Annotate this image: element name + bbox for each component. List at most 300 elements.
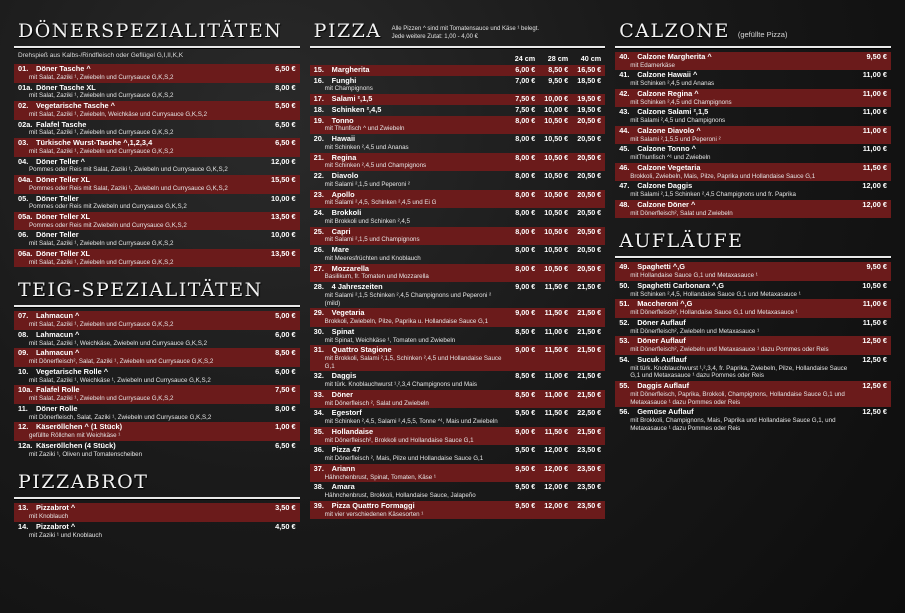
menu-item-name: 25. Capri <box>313 227 351 236</box>
menu-item-number: 01. <box>18 65 29 74</box>
menu-item-price: 7,50 € <box>515 104 536 114</box>
menu-item-price-group <box>502 502 601 510</box>
menu-item-price: 12,00 € <box>862 199 887 209</box>
menu-item-name: 03. Türkische Wurst-Tasche ^,1,2,3,4 <box>18 139 153 148</box>
menu-item-price: 8,00 € <box>275 82 296 92</box>
menu-item-price: 10,00 € <box>271 193 296 203</box>
menu-item-description: mit Salat, Zaziki ¹, Zwiebeln, Weichkäse und Currysauce G,K,S,2 <box>29 110 208 118</box>
menu-item <box>310 408 606 426</box>
menu-item-price: 21,50 € <box>577 426 602 436</box>
menu-item-description: mit Spinat, Weichkäse ¹, Tomaten und Zwiebeln <box>324 336 456 344</box>
menu-item-number: 14. <box>18 522 29 531</box>
divider <box>14 46 300 48</box>
menu-item-number: 03. <box>18 139 29 148</box>
menu-item-number: 02a. <box>18 120 33 129</box>
menu-item-name: 09. Lahmacun ^ <box>18 349 80 358</box>
menu-item-number: 49. <box>619 263 630 272</box>
menu-item-number: 41. <box>619 71 630 80</box>
menu-item-number: 27. <box>313 264 324 273</box>
menu-item-price: 11,00 € <box>862 144 887 154</box>
menu-item-price: 12,00 € <box>271 156 296 166</box>
menu-item-price: 10,00 € <box>544 104 569 114</box>
menu-item <box>14 249 300 267</box>
menu-item-price: 9,50 € <box>515 500 536 510</box>
menu-item-name: 01. Döner Tasche ^ <box>18 65 91 74</box>
menu-item <box>14 212 300 230</box>
menu-item-number: 05a. <box>18 213 33 221</box>
menu-item-number: 45. <box>619 145 630 154</box>
menu-item-price: 10,50 € <box>544 134 569 144</box>
menu-item-name: 19. Tonno <box>313 116 354 125</box>
menu-item-name: 04. Döner Teller ^ <box>18 157 85 166</box>
menu-item-name: 12a. Käseröllchen (4 Stück) <box>18 441 116 450</box>
menu-item-name: 06. Döner Teller <box>18 231 79 240</box>
menu-item-price: 8,00 € <box>515 171 536 181</box>
menu-item-number: 02. <box>18 102 29 111</box>
menu-item-name: 40. Calzone Margherita ^ <box>619 53 712 61</box>
menu-item-price: 13,50 € <box>271 212 296 221</box>
menu-item <box>615 336 891 354</box>
pizza-note-2: Jede weitere Zutat: 1,00 - 4,00 € <box>391 33 478 40</box>
menu-item-name: 41. Calzone Hawaii ^ <box>619 71 698 80</box>
menu-item-description: mit vier verschiedenen Käsesorten ¹ <box>324 510 424 518</box>
menu-item <box>14 138 300 156</box>
menu-item-price-group <box>502 391 601 399</box>
menu-item-name: 10a. Falafel Rolle <box>18 386 80 395</box>
menu-item <box>615 262 891 280</box>
menu-item-price-group <box>502 465 601 473</box>
menu-item-price: 9,50 € <box>866 52 887 61</box>
menu-item-name: 15. Margherita <box>313 66 370 74</box>
menu-item <box>615 355 891 381</box>
menu-item-description: mit Salami ²,4,5 und Champignons <box>630 117 726 125</box>
menu-item-price: 12,00 € <box>544 482 569 492</box>
menu-item-price: 10,50 € <box>544 263 569 273</box>
menu-item-price: 6,50 € <box>275 138 296 148</box>
menu-item-price: 8,50 € <box>515 326 536 336</box>
menu-item-price: 13,50 € <box>271 248 296 258</box>
menu-item <box>310 445 606 463</box>
menu-item-price: 4,50 € <box>275 521 296 531</box>
list-pizzabrot <box>14 503 300 540</box>
menu-item-name: 01a. Döner Tasche XL <box>18 83 96 92</box>
menu-item-price: 12,00 € <box>544 445 569 455</box>
menu-item <box>310 227 606 245</box>
menu-item-number: 04a. <box>18 176 33 185</box>
menu-item-price: 6,50 € <box>275 64 296 74</box>
menu-item-price: 20,50 € <box>577 226 602 236</box>
menu-item-price: 23,50 € <box>577 463 602 473</box>
menu-item-number: 26. <box>313 246 324 255</box>
menu-item-price: 21,50 € <box>577 282 602 292</box>
menu-item <box>14 120 300 138</box>
menu-item-number: 33. <box>313 390 324 399</box>
menu-item-name: 28. 4 Jahreszeiten <box>313 283 383 292</box>
menu-item-price: 12,00 € <box>862 181 887 191</box>
menu-item-number: 10a. <box>18 386 33 395</box>
menu-item-price: 8,50 € <box>515 371 536 381</box>
menu-item-price-group <box>502 154 601 162</box>
menu-item-price: 18,50 € <box>577 75 602 85</box>
menu-item-price: 11,50 € <box>544 308 569 318</box>
menu-item-number: 17. <box>313 95 324 104</box>
menu-item-number: 24. <box>313 209 324 218</box>
menu-item <box>310 134 606 152</box>
menu-item-description: mit Dönerfleisch², Salat, Zaziki ¹, Zwiebeln und Currysauce G,K,S,2 <box>29 358 214 366</box>
menu-item-number: 54. <box>619 355 630 364</box>
menu-item-description: mit Salami ²,1,5 Schinken ²,4,5 Champignons und fr. Paprika <box>630 191 796 199</box>
menu-item <box>615 126 891 144</box>
menu-item-description: mit Thunfisch ^ und Zwiebeln <box>324 125 405 133</box>
menu-item-number: 50. <box>619 281 630 290</box>
menu-item <box>615 52 891 70</box>
menu-item-price: 6,50 € <box>275 119 296 129</box>
menu-item <box>310 76 606 94</box>
divider <box>14 305 300 307</box>
menu-item-description: Basilikum, fr. Tomaten und Mozzarella <box>324 273 429 281</box>
doener-subnote: Drehspieß aus Kalbs-/Rindfleisch oder Geflügel G,I,II,K,K <box>18 52 184 59</box>
calzone-title-note: (gefüllte Pizza) <box>737 30 788 39</box>
menu-item-number: 39. <box>313 501 324 510</box>
menu-item-price: 9,00 € <box>515 345 536 355</box>
menu-item-price: 16,50 € <box>577 65 602 74</box>
menu-item-price: 10,00 € <box>544 94 569 104</box>
menu-item-price-group <box>502 483 601 491</box>
menu-item-description: mit Dönerfleisch², Hollandaise Sauce G,1 und Metaxasauce ¹ <box>630 309 798 317</box>
menu-item <box>310 482 606 500</box>
menu-item-name: 14. Pizzabrot ^ <box>18 522 76 531</box>
menu-item <box>14 385 300 403</box>
menu-item-name: 54. Sucuk Auflauf <box>619 355 687 364</box>
divider <box>14 497 300 499</box>
menu-item-name: 04a. Döner Teller XL <box>18 176 91 185</box>
menu-item-description: mit Dönerfleisch², Brokkoli und Hollandaise Sauce G,1 <box>324 436 474 444</box>
menu-item-description: mit Dönerfleisch ², Mais, Pilze und Hollandaise Sauce G,1 <box>324 455 484 463</box>
menu-item-price: 21,50 € <box>577 389 602 399</box>
menu-item-name: 21. Regina <box>313 153 357 162</box>
menu-item-description: mit Dönerfleisch², Salat und Zwiebeln <box>630 209 733 217</box>
menu-item <box>310 245 606 263</box>
menu-item-description: Brokkoli, Zwiebeln, Pilze, Paprika u. Hollandaise Sauce G,1 <box>324 318 489 326</box>
menu-item-number: 48. <box>619 200 630 209</box>
menu-item-description: mit Salami ²,4,5, Schinken ²,4,5 und Ei G <box>324 199 437 207</box>
menu-item-description: mit Hollandaise Sauce G,1 und Metaxasauce ¹ <box>630 272 758 280</box>
menu-item-description: mit Champignons <box>324 85 373 93</box>
menu-item <box>310 371 606 389</box>
menu-item-number: 52. <box>619 318 630 327</box>
menu-item-price: 9,50 € <box>515 408 536 418</box>
menu-item-price: 10,50 € <box>544 245 569 255</box>
divider <box>615 256 891 258</box>
menu-item-price: 6,00 € <box>515 65 536 74</box>
menu-item-name: 43. Calzone Salami ²,1,5 <box>619 108 709 117</box>
menu-item-number: 42. <box>619 89 630 98</box>
menu-item-number: 56. <box>619 408 630 417</box>
section-title-doener: DÖNERSPEZIALITÄTEN <box>18 20 283 42</box>
menu-item-description: mit Schinken ²,4,5, Salami ²,4,5,5, Tonne ^¹, Mais und Zwiebeln <box>324 418 498 426</box>
menu-item-number: 07. <box>18 312 29 321</box>
menu-item-number: 44. <box>619 126 630 135</box>
menu-item-price: 9,00 € <box>515 426 536 436</box>
menu-item-number: 06. <box>18 231 29 240</box>
menu-item-price: 12,50 € <box>862 381 887 391</box>
menu-item-description: mit Salat, Zaziki ¹, Zwiebeln und Currysauce G,K,S,2 <box>29 395 174 403</box>
menu-item <box>615 407 891 433</box>
menu-item-name: 06a. Döner Teller XL <box>18 249 91 258</box>
menu-item-description: mit Schinken ²,4,5 und Ananas <box>324 143 409 151</box>
menu-item-number: 29. <box>313 309 324 318</box>
menu-item <box>14 157 300 175</box>
menu-item-number: 35. <box>313 427 324 436</box>
menu-item <box>14 64 300 82</box>
pizza-size-label: 28 cm <box>547 54 569 63</box>
menu-item-price: 21,50 € <box>577 371 602 381</box>
menu-item-description: mit Dönerfleisch, Paprika, Brokkoli, Champignons, Hollandaise Sauce G,1 und Metaxasauce ¹ dazu Pommes oder Reis <box>630 390 845 406</box>
menu-item-name: 05a. Döner Teller XL <box>18 213 91 221</box>
section-title-pizza: PIZZA <box>313 20 382 42</box>
menu-item-description: mit Zaziki ¹, Oliven und Tomatenscheiben <box>29 450 143 458</box>
menu-item-description: mit türk. Knoblauchwurst ¹,²,3,4, fr. Paprika, Zwiebeln, Pilze, Hollandaise Sauce G,1 und Metaxasauce ¹ dazu Pommes oder Reis <box>630 364 848 380</box>
menu-item-description: mit türk. Knoblauchwurst ¹,²,3,4 Champignons und Mais <box>324 381 478 389</box>
menu-item-price: 8,50 € <box>275 348 296 358</box>
menu-item-number: 28. <box>313 283 324 292</box>
menu-item-price: 8,00 € <box>515 152 536 162</box>
menu-item-number: 36. <box>313 446 324 455</box>
menu-item-number: 13. <box>18 504 29 513</box>
menu-item-number: 16. <box>313 76 324 85</box>
menu-item-number: 23. <box>313 190 324 199</box>
menu-item-price: 20,50 € <box>577 263 602 273</box>
menu-item-price: 20,50 € <box>577 208 602 218</box>
menu-item-price: 12,00 € <box>544 500 569 510</box>
menu-item-price: 3,50 € <box>275 503 296 513</box>
menu-item-price: 11,00 € <box>544 389 569 399</box>
menu-item-price: 11,00 € <box>862 88 887 98</box>
menu-item-name: 02. Vegetarische Tasche ^ <box>18 102 115 111</box>
menu-item-price: 10,00 € <box>271 230 296 240</box>
menu-item-price-group <box>502 246 601 254</box>
menu-item-name: 10. Vegetarische Rolle ^ <box>18 367 109 376</box>
menu-item-price: 11,00 € <box>544 326 569 336</box>
menu-item-name: 31. Quattro Stagione <box>313 346 392 355</box>
menu-item <box>14 330 300 348</box>
menu-item-number: 08. <box>18 330 29 339</box>
menu-item-description: mit Salat, Zaziki ¹, Weichkäse, Zwiebeln und Currysauce G,K,S,2 <box>29 339 208 347</box>
menu-item-number: 25. <box>313 227 324 236</box>
menu-item-description: Pommes oder Reis mit Zwiebeln und Currysauce G,K,S,2 <box>29 221 187 229</box>
menu-item <box>615 181 891 199</box>
menu-item-name: 48. Calzone Döner ^ <box>619 200 696 209</box>
menu-item-description: Brokkoli, Zwiebeln, Mais, Pilze, Paprika und Hollandaise Sauce G,1 <box>630 172 816 180</box>
menu-item-number: 21. <box>313 153 324 162</box>
menu-item-number: 55. <box>619 382 630 391</box>
menu-item-description: mit Dönerfleisch, Salat, Zaziki ¹, Zwiebeln und Currysauce G,K,S,2 <box>29 413 212 421</box>
menu-item-number: 31. <box>313 346 324 355</box>
menu-item-number: 12. <box>18 423 29 432</box>
menu-item-description: mit Salami ²,1,5 und Champignons <box>324 236 420 244</box>
menu-item-description: Hähnchenbrust, Spinat, Tomaten, Käse ¹ <box>324 473 436 481</box>
menu-item-price: 23,50 € <box>577 482 602 492</box>
menu-item-price: 8,00 € <box>275 403 296 413</box>
menu-item-number: 32. <box>313 372 324 381</box>
menu-item-price: 11,50 € <box>862 317 887 327</box>
menu-item-number: 53. <box>619 337 630 346</box>
menu-item-price-group <box>502 309 601 317</box>
menu-item-price: 20,50 € <box>577 245 602 255</box>
menu-item-name: 47. Calzone Daggis <box>619 182 693 191</box>
menu-item-price: 10,50 € <box>862 280 887 290</box>
menu-item-price: 9,50 € <box>515 463 536 473</box>
menu-item-name: 46. Calzone Vegetaria <box>619 163 701 172</box>
menu-item-name: 29. Vegetaria <box>313 309 365 318</box>
menu-item-price: 9,50 € <box>548 75 569 85</box>
menu-item-name: 02a. Falafel Tasche <box>18 120 87 129</box>
menu-item-number: 18. <box>313 105 324 114</box>
menu-item-number: 38. <box>313 483 324 492</box>
menu-item-description: mit Salat, Zaziki ¹, Zwiebeln und Currysauce G,K,S,2 <box>29 240 174 248</box>
menu-item-price: 11,00 € <box>862 107 887 117</box>
menu-item-description: mit Salami ²,1,5 und Peperoni ² <box>324 180 410 188</box>
menu-item-price: 11,50 € <box>544 408 569 418</box>
menu-item <box>310 94 606 105</box>
menu-item-description: mit Schinken ²,4,5 und Champignons <box>630 98 732 106</box>
menu-item-description: mit Salat, Zaziki ¹, Zwiebeln und Currysauce G,K,S,2 <box>29 73 174 81</box>
menu-item-price: 10,50 € <box>544 208 569 218</box>
menu-item-price: 10,50 € <box>544 152 569 162</box>
menu-item <box>14 194 300 212</box>
menu-item <box>14 230 300 248</box>
menu-item-price: 7,50 € <box>515 94 536 104</box>
menu-item-name: 34. Egestorf <box>313 409 362 418</box>
menu-item-price: 9,00 € <box>515 308 536 318</box>
menu-item-price: 20,50 € <box>577 171 602 181</box>
menu-item-number: 20. <box>313 135 324 144</box>
menu-item-number: 04. <box>18 157 29 166</box>
menu-item-number: 40. <box>619 53 630 61</box>
menu-item <box>310 427 606 445</box>
menu-item <box>310 501 606 519</box>
menu-item-price-group <box>502 446 601 454</box>
menu-item-price: 11,00 € <box>862 70 887 80</box>
menu-item-price: 12,00 € <box>544 463 569 473</box>
menu-item-price: 8,50 € <box>515 389 536 399</box>
menu-item-price: 8,00 € <box>515 226 536 236</box>
menu-item-description: mit Zaziki ¹ und Knoblauch <box>29 531 102 539</box>
menu-item-name: 56. Gemüse Auflauf <box>619 408 694 417</box>
menu-item-number: 34. <box>313 409 324 418</box>
list-auflaeufe <box>615 262 891 433</box>
menu-item <box>14 348 300 366</box>
menu-item-description: Pommes oder Reis mit Salat, Zaziki ¹, Zwiebeln und Currysauce G,K,S,2 <box>29 184 228 192</box>
menu-item <box>14 311 300 329</box>
menu-item <box>310 153 606 171</box>
menu-item-name: 36. Pizza 47 <box>313 446 361 455</box>
pizza-size-label: 24 cm <box>514 54 536 63</box>
menu-item <box>310 208 606 226</box>
menu-item-price: 11,00 € <box>544 371 569 381</box>
menu-item-price: 12,50 € <box>862 336 887 346</box>
menu-item-description: mit Schinken ²,4,5 und Ananas <box>630 80 715 88</box>
menu-item-number: 10. <box>18 367 29 376</box>
menu-item-name: 12. Käseröllchen ^ (1 Stück) <box>18 423 123 432</box>
divider <box>310 46 606 48</box>
menu-item-price-group <box>502 135 601 143</box>
menu-item-price: 11,00 € <box>862 299 887 309</box>
menu-item <box>310 190 606 208</box>
pizza-note-1: Alle Pizzen ^ sind mit Tomatensauce und Käse ¹ belegt. <box>391 26 540 32</box>
menu-item-price: 10,50 € <box>544 226 569 236</box>
menu-item-price: 9,50 € <box>515 482 536 492</box>
menu-item-price: 5,00 € <box>275 311 296 321</box>
menu-item-price: 10,50 € <box>544 189 569 199</box>
menu-item-price: 20,50 € <box>577 115 602 125</box>
menu-item-name: 51. Maccheroni ^,G <box>619 300 693 309</box>
menu-item-price: 20,50 € <box>577 152 602 162</box>
menu-item <box>615 107 891 125</box>
menu-item-name: 18. Schinken ²,4,5 <box>313 105 382 114</box>
menu-item-price: 10,50 € <box>544 171 569 181</box>
menu-item-price-group <box>502 191 601 199</box>
menu-item-price: 6,50 € <box>275 440 296 450</box>
menu-item-description: mit Salami ²,1,5,5 und Peperoni ² <box>630 135 721 143</box>
menu-item-description: mit Brokkoli und Schinken ²,4,5 <box>324 217 410 225</box>
menu-item-price: 8,00 € <box>515 115 536 125</box>
menu-item-price: 21,50 € <box>577 308 602 318</box>
menu-item-number: 19. <box>313 116 324 125</box>
menu-item-price-group <box>502 265 601 273</box>
menu-item-description: mit Brokkoli, Salami ²,1,5, Schinken ²,4,5 und Hollandaise Sauce G,1 <box>324 354 502 370</box>
menu-item-description: mit Dönerfleisch ², Salat und Zwiebeln <box>324 399 429 407</box>
menu-item-price-group <box>502 66 601 74</box>
menu-item-description: mit Salami ²,1,5 Schinken ²,4,5 Champignons und Peperoni ² (mild) <box>324 291 492 307</box>
menu-item-name: 24. Brokkoli <box>313 209 362 218</box>
menu-item <box>14 367 300 385</box>
menu-item <box>14 441 300 459</box>
divider <box>615 46 891 48</box>
menu-item-price: 23,50 € <box>577 500 602 510</box>
menu-item-number: 46. <box>619 163 630 172</box>
menu-item-price-group <box>502 106 601 114</box>
menu-item-price: 11,50 € <box>544 345 569 355</box>
menu-item-price: 7,50 € <box>275 385 296 395</box>
menu-item-price: 11,50 € <box>544 282 569 292</box>
menu-item-price: 7,00 € <box>515 75 536 85</box>
menu-item-number: 06a. <box>18 249 33 258</box>
column-center <box>310 14 606 603</box>
menu-item-description: Pommes oder Reis mit Salat, Zaziki ¹, Zwiebeln und Currysauce G,K,S,2 <box>29 166 228 174</box>
menu-item <box>14 175 300 193</box>
menu-item-price-group <box>502 328 601 336</box>
menu-item-price: 20,50 € <box>577 189 602 199</box>
menu-item-name: 27. Mozzarella <box>313 264 370 273</box>
menu-item-price-group <box>502 117 601 125</box>
menu-item-description: mit Knoblauch <box>29 513 69 521</box>
column-left <box>14 14 300 603</box>
menu-item <box>310 65 606 76</box>
menu-item-description: mit Salat, Zaziki ¹, Zwiebeln und Currysauce G,K,S,2 <box>29 92 174 100</box>
menu-item-price-group <box>502 95 601 103</box>
menu-item-price: 9,50 € <box>515 445 536 455</box>
menu-item-name: 53. Döner Auflauf <box>619 337 686 346</box>
menu-item-name: 07. Lahmacun ^ <box>18 312 80 321</box>
menu-item <box>14 503 300 521</box>
menu-item-description: mit Salat, Zaziki ¹, Zwiebeln und Currysauce G,K,S,2 <box>29 258 174 266</box>
menu-item-price-group <box>502 283 601 291</box>
menu-item-price: 8,00 € <box>515 134 536 144</box>
menu-item-name: 30. Spinat <box>313 327 355 336</box>
menu-item-name: 11. Döner Rolle <box>18 404 78 413</box>
menu-item-name: 26. Mare <box>313 246 349 255</box>
